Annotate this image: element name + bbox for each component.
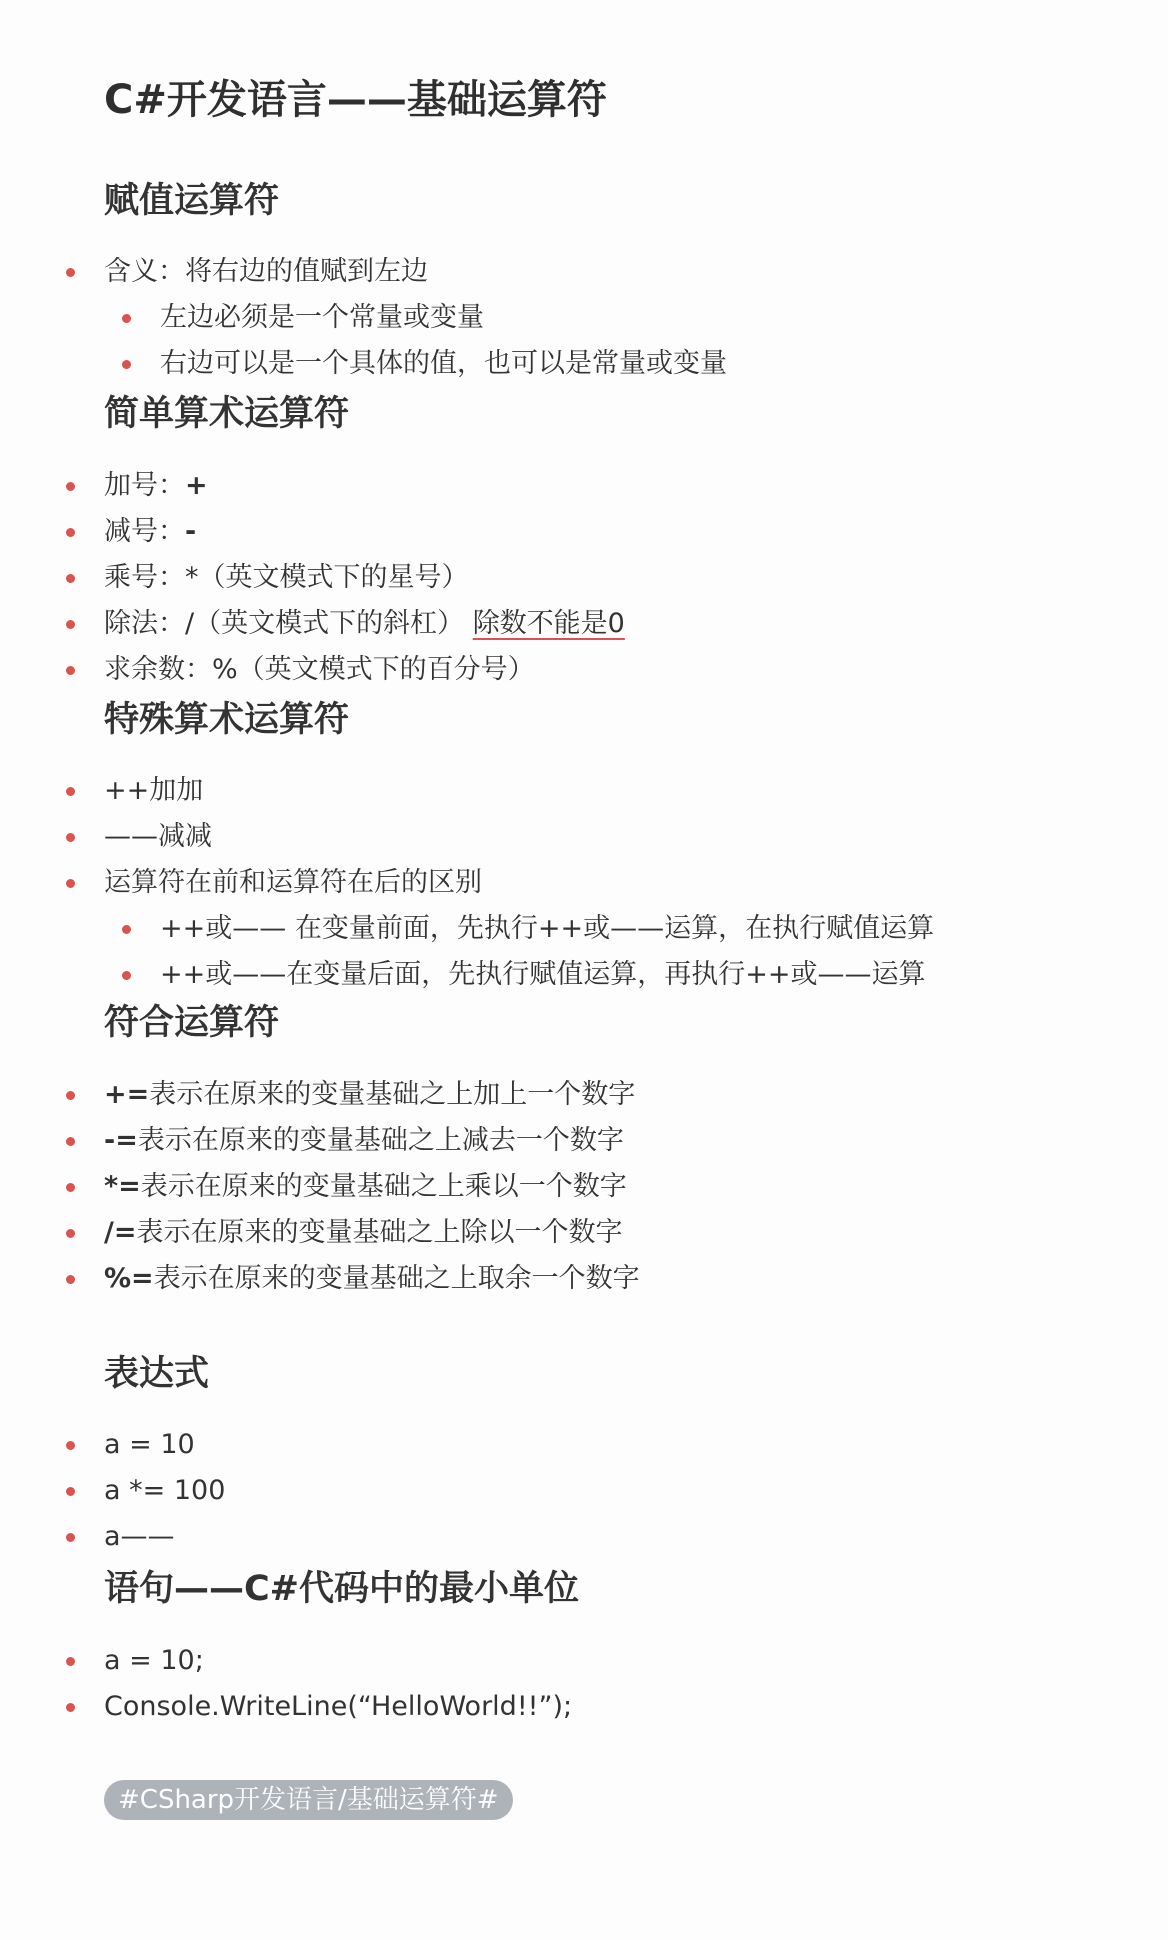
list-item: a—— [0,1514,225,1560]
list-item: 求余数：%（英文模式下的百分号） [0,647,625,693]
list-item: 右边可以是一个具体的值，也可以是常量或变量 [0,341,727,387]
bullet-icon [66,1137,75,1146]
list-item: 含义：将右边的值赋到左边 [0,249,727,295]
bullet-icon [122,314,131,323]
bullet-icon [66,1275,75,1284]
bullet-icon [66,1441,75,1450]
list-item: 减号：- [0,509,625,555]
bullet-icon [66,1487,75,1496]
assignment-list [0,249,727,387]
list-item: -=表示在原来的变量基础之上减去一个数字 [0,1118,640,1164]
section-title-assignment: 赋值运算符 [104,181,280,221]
list-item: +=表示在原来的变量基础之上加上一个数字 [0,1072,640,1118]
list-item: %=表示在原来的变量基础之上取余一个数字 [0,1256,640,1302]
list-item: 加号：+ [0,463,625,509]
list-item: a = 10; [0,1638,572,1684]
list-item: *=表示在原来的变量基础之上乘以一个数字 [0,1164,640,1210]
list-item: ——减减 [0,814,934,860]
list-item: ++加加 [0,768,934,814]
statement-list [0,1638,572,1730]
list-item: 乘号：*（英文模式下的星号） [0,555,625,601]
note-tag[interactable]: #CSharp开发语言/基础运算符# [104,1780,513,1820]
bullet-icon [66,1183,75,1192]
bullet-icon [66,666,75,675]
section-title-simple-arithmetic: 简单算术运算符 [104,394,350,434]
list-item: 除法：/（英文模式下的斜杠） 除数不能是0 [0,601,625,647]
list-item: a = 10 [0,1422,225,1468]
list-item: 左边必须是一个常量或变量 [0,295,727,341]
bullet-icon [66,1703,75,1712]
bullet-icon [66,879,75,888]
bullet-icon [66,1229,75,1238]
list-item: Console.WriteLine(“HelloWorld!!”); [0,1684,572,1730]
bullet-icon [66,787,75,796]
bullet-icon [66,1657,75,1666]
bullet-icon [122,971,131,980]
section-title-statement: 语句——C#代码中的最小单位 [104,1569,580,1609]
section-title-compound: 符合运算符 [104,1003,280,1043]
section-title-expression: 表达式 [104,1354,210,1394]
special-arithmetic-list [0,768,934,998]
section-title-special-arithmetic: 特殊算术运算符 [104,700,350,740]
list-item: a *= 100 [0,1468,225,1514]
page-title: C#开发语言——基础运算符 [104,77,607,123]
divisor-note: 除数不能是0 [472,608,625,639]
list-item: /=表示在原来的变量基础之上除以一个数字 [0,1210,640,1256]
bullet-icon [66,528,75,537]
bullet-icon [122,360,131,369]
bullet-icon [66,1091,75,1100]
list-item: 运算符在前和运算符在后的区别 [0,860,934,906]
bullet-icon [66,833,75,842]
simple-arithmetic-list [0,463,625,693]
bullet-icon [122,925,131,934]
expression-list [0,1422,225,1560]
list-item: ++或—— 在变量前面，先执行++或——运算，在执行赋值运算 [0,906,934,952]
bullet-icon [66,620,75,629]
bullet-icon [66,574,75,583]
bullet-icon [66,268,75,277]
compound-operator-list [0,1072,640,1302]
bullet-icon [66,482,75,491]
list-item: ++或——在变量后面，先执行赋值运算，再执行++或——运算 [0,952,934,998]
bullet-icon [66,1533,75,1542]
